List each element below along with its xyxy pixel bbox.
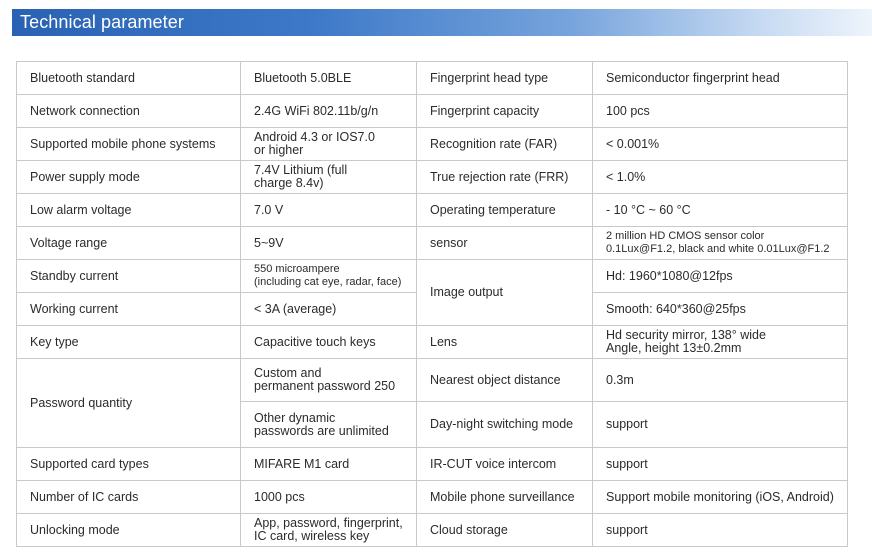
param-value: 7.0 V (241, 194, 417, 227)
param-value: < 1.0% (593, 161, 848, 194)
param-label: Voltage range (17, 227, 241, 260)
param-value: MIFARE M1 card (241, 448, 417, 481)
param-value-text: 2 million HD CMOS sensor color 0.1Lux@F1.2, black and white 0.01Lux@F1.2 (606, 230, 830, 255)
param-value-text: Hd security mirror, 138° wide Angle, height 13±0.2mm (606, 328, 766, 355)
param-value: - 10 °C ~ 60 °C (593, 194, 848, 227)
param-value (241, 161, 417, 194)
param-label: Network connection (17, 95, 241, 128)
param-value (593, 326, 848, 359)
param-value: Smooth: 640*360@25fps (593, 293, 848, 326)
param-label: Fingerprint capacity (417, 95, 593, 128)
param-label: Password quantity (17, 359, 241, 448)
table-row (17, 260, 848, 293)
param-label: sensor (417, 227, 593, 260)
table-row (17, 326, 848, 359)
param-label: Operating temperature (417, 194, 593, 227)
param-value-text: 7.4V Lithium (full charge 8.4v) (254, 163, 348, 190)
param-label: Mobile phone surveillance (417, 481, 593, 514)
param-label: Supported mobile phone systems (17, 128, 241, 161)
parameter-table (16, 61, 848, 547)
table-row (17, 481, 848, 514)
table-row (17, 514, 848, 547)
param-value: 2.4G WiFi 802.11b/g/n (241, 95, 417, 128)
table-row (17, 448, 848, 481)
param-label: Low alarm voltage (17, 194, 241, 227)
param-label: IR-CUT voice intercom (417, 448, 593, 481)
param-label: Nearest object distance (417, 359, 593, 402)
param-value-text: 550 microampere (including cat eye, radar, face) (254, 263, 402, 288)
table-row (17, 161, 848, 194)
param-value: 5~9V (241, 227, 417, 260)
param-value (241, 402, 417, 448)
table-row (17, 62, 848, 95)
param-value: < 3A (average) (241, 293, 417, 326)
param-value (241, 260, 417, 293)
param-value: support (593, 402, 848, 448)
param-value: 0.3m (593, 359, 848, 402)
table-row (17, 95, 848, 128)
table-row (17, 227, 848, 260)
param-value: 1000 pcs (241, 481, 417, 514)
table-row (17, 194, 848, 227)
param-value-text: Android 4.3 or IOS7.0 or higher (254, 130, 375, 157)
param-value (241, 359, 417, 402)
param-value-text: Other dynamic passwords are unlimited (254, 410, 389, 438)
table-row (17, 359, 848, 402)
param-value (593, 227, 848, 260)
param-label: Key type (17, 326, 241, 359)
section-title: Technical parameter (20, 12, 184, 32)
param-label: Lens (417, 326, 593, 359)
param-label: Recognition rate (FAR) (417, 128, 593, 161)
param-label: Unlocking mode (17, 514, 241, 547)
param-value: Semiconductor fingerprint head (593, 62, 848, 95)
param-value: < 0.001% (593, 128, 848, 161)
param-value: support (593, 514, 848, 547)
section-header-bar (12, 9, 872, 36)
param-value: support (593, 448, 848, 481)
param-label: Power supply mode (17, 161, 241, 194)
param-value (241, 128, 417, 161)
param-label: Number of IC cards (17, 481, 241, 514)
param-value-text: App, password, fingerprint, IC card, wireless key (254, 516, 403, 543)
param-label: Fingerprint head type (417, 62, 593, 95)
param-label: Standby current (17, 260, 241, 293)
param-value: Hd: 1960*1080@12fps (593, 260, 848, 293)
param-label: Bluetooth standard (17, 62, 241, 95)
param-value: Capacitive touch keys (241, 326, 417, 359)
param-value: Support mobile monitoring (iOS, Android) (593, 481, 848, 514)
param-value: Bluetooth 5.0BLE (241, 62, 417, 95)
param-label: Image output (417, 260, 593, 326)
table-row (17, 128, 848, 161)
param-label: Supported card types (17, 448, 241, 481)
param-value: 100 pcs (593, 95, 848, 128)
param-label: Working current (17, 293, 241, 326)
param-label: Cloud storage (417, 514, 593, 547)
param-label: True rejection rate (FRR) (417, 161, 593, 194)
param-label: Day-night switching mode (417, 402, 593, 448)
param-value (241, 514, 417, 547)
param-value-text: Custom and permanent password 250 (254, 366, 396, 393)
